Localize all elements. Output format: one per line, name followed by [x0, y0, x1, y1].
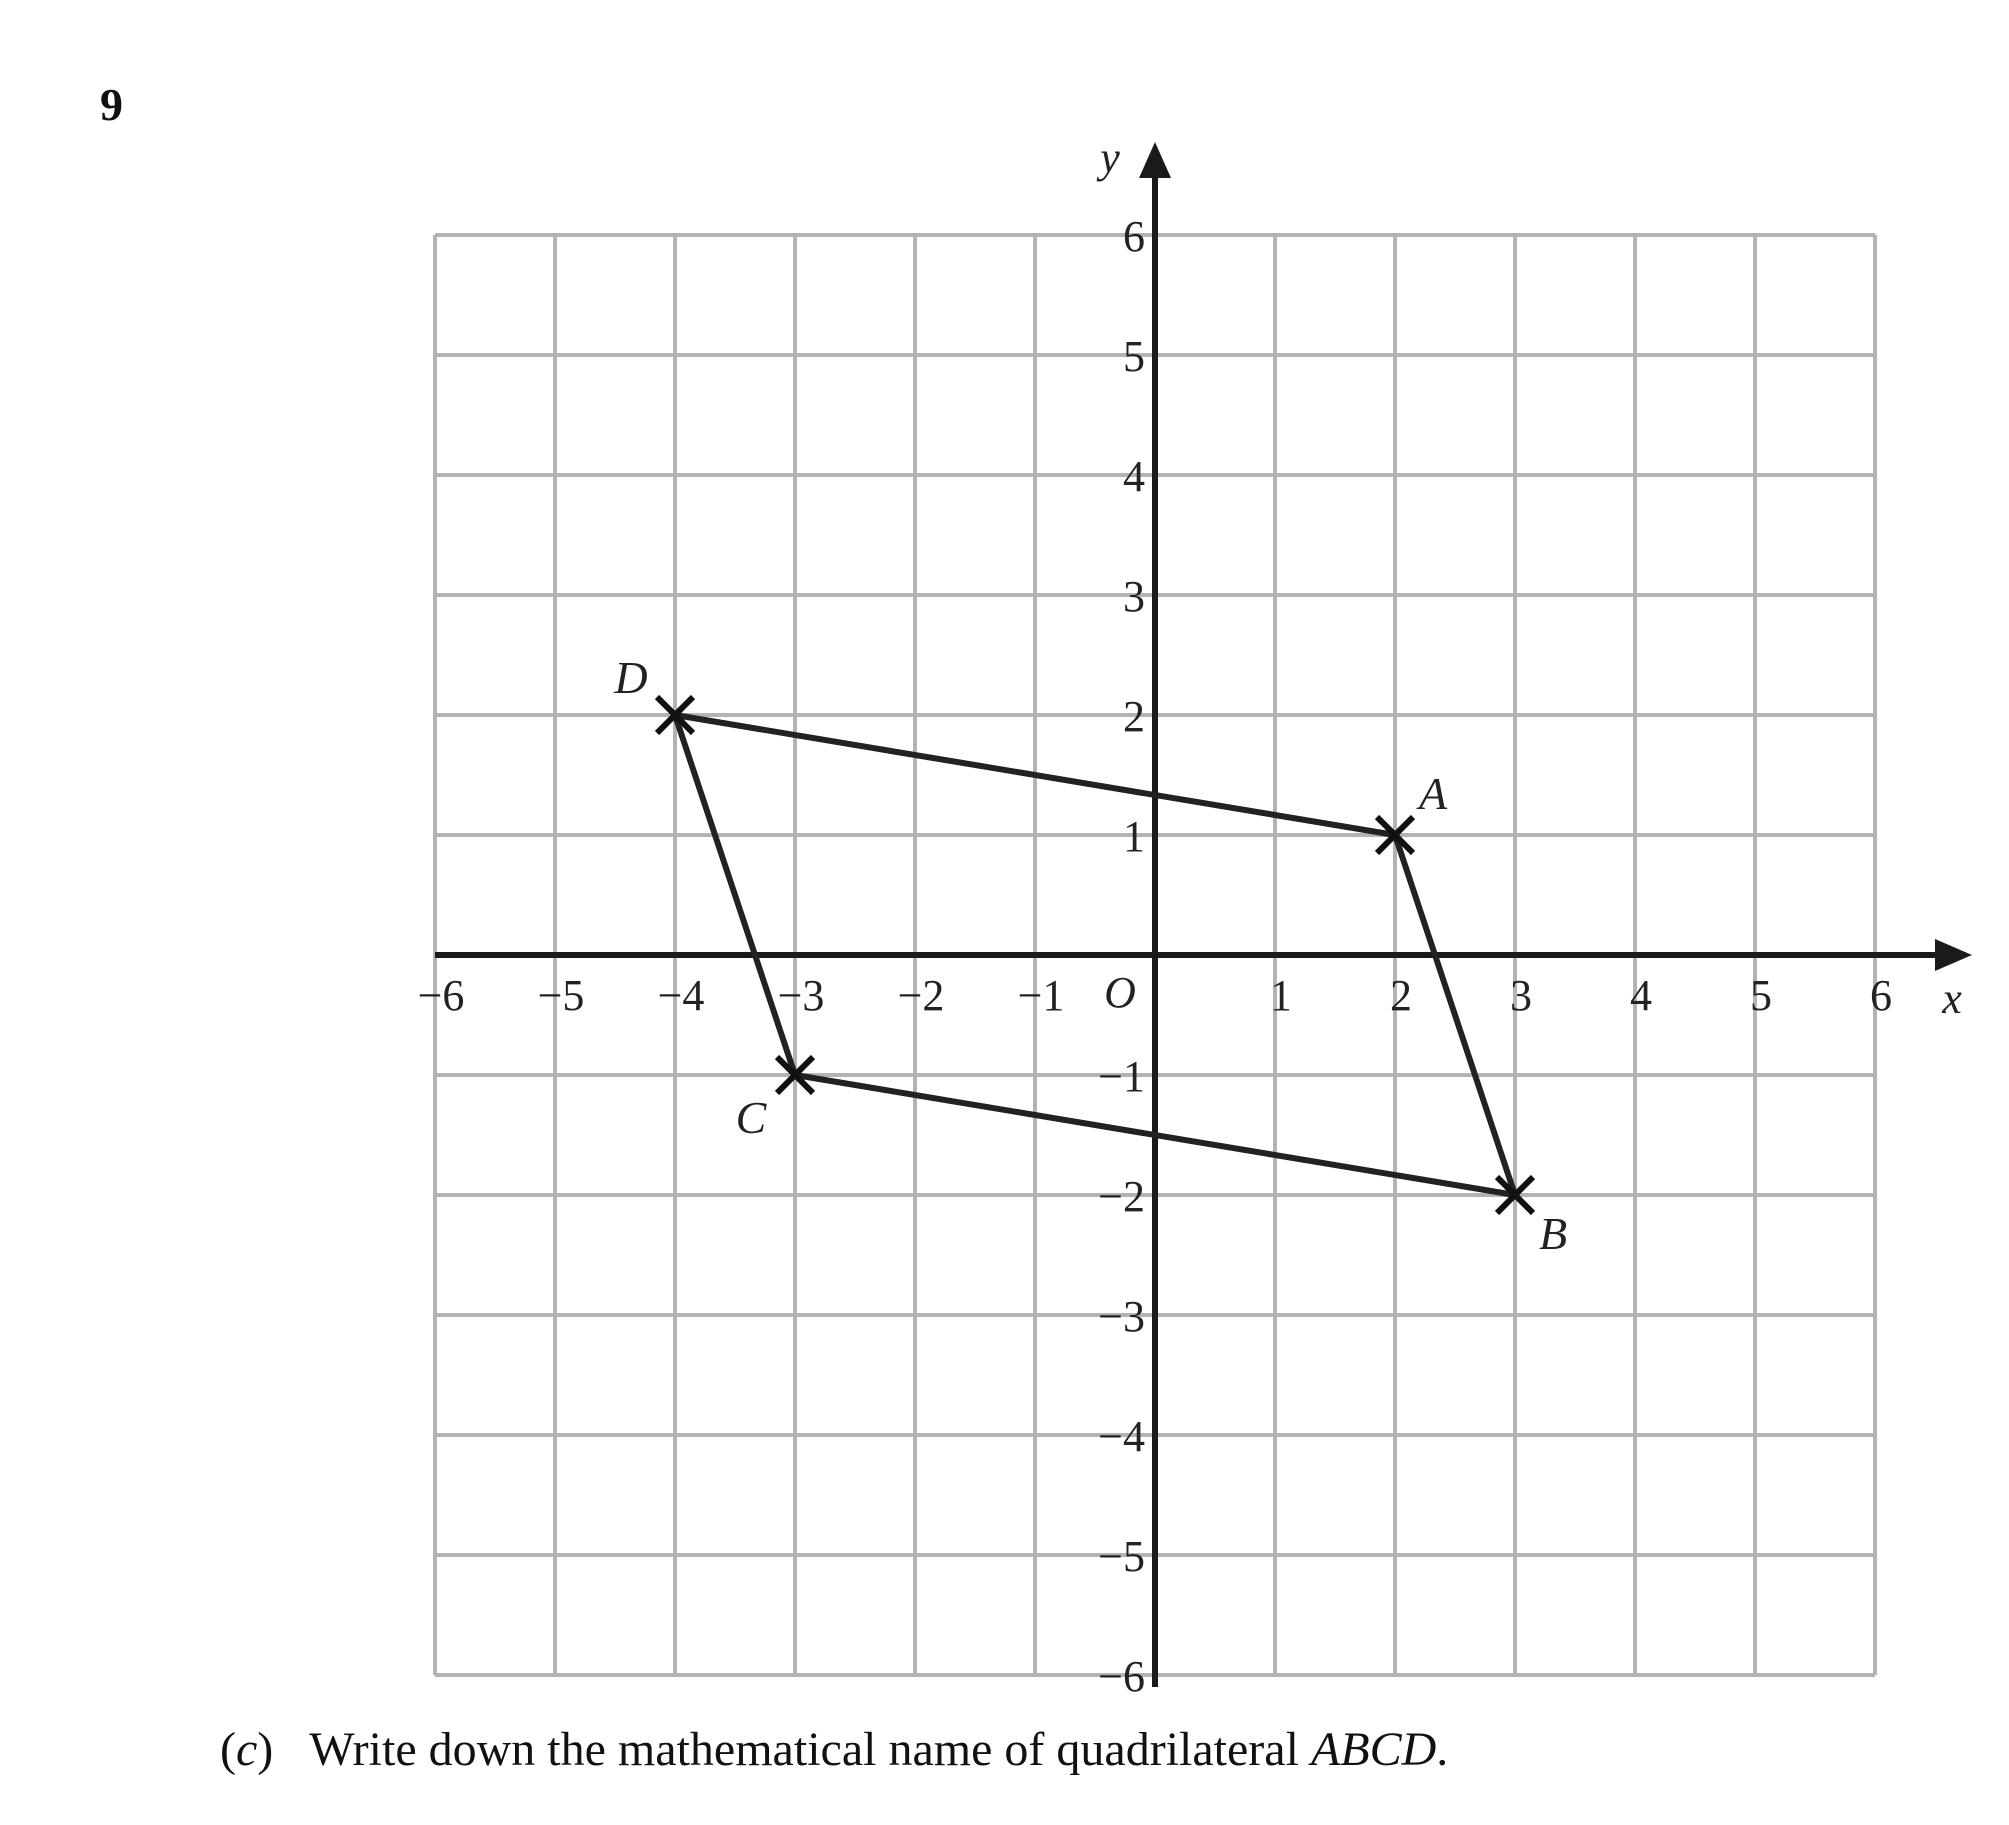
x-tick-label: 5	[1750, 971, 1772, 1020]
origin-label: O	[1104, 968, 1136, 1017]
y-tick-label: −1	[1098, 1052, 1145, 1101]
x-tick-label: 2	[1390, 971, 1412, 1020]
part-open: (	[220, 1723, 236, 1776]
tick-labels	[418, 133, 1963, 1701]
x-tick-label: 4	[1630, 971, 1652, 1020]
vertex-d-label: D	[614, 652, 648, 703]
y-tick-label: 1	[1123, 812, 1145, 861]
y-tick-label: 2	[1123, 692, 1145, 741]
y-tick-label: −3	[1098, 1292, 1145, 1341]
x-tick-label: −5	[537, 971, 585, 1020]
x-tick-label: 6	[1870, 971, 1892, 1020]
y-tick-label: −4	[1098, 1412, 1145, 1461]
x-tick-label: −4	[657, 971, 705, 1020]
vertex-b-label: B	[1538, 1208, 1568, 1259]
x-tick-label: 3	[1510, 971, 1532, 1020]
shape-name: ABCD	[1310, 1723, 1437, 1776]
y-tick-label: 5	[1123, 332, 1145, 381]
question-body: Write down the mathematical name of quadrilateral	[309, 1723, 1299, 1776]
axes	[435, 142, 1972, 1687]
part-close: )	[257, 1723, 274, 1776]
vertex-a-label: A	[1418, 768, 1448, 819]
end-punct: .	[1436, 1723, 1449, 1776]
vertex-c-label: C	[735, 1092, 767, 1143]
y-tick-label: 6	[1123, 212, 1145, 261]
y-axis-arrow	[1139, 142, 1171, 178]
y-tick-label: 3	[1123, 572, 1145, 621]
x-tick-label: −6	[417, 971, 465, 1020]
y-tick-label: −5	[1098, 1532, 1145, 1581]
x-axis-label: x	[1942, 974, 1962, 1023]
x-tick-label: −3	[777, 971, 825, 1020]
x-axis-arrow	[1935, 939, 1972, 971]
question-text	[220, 1722, 1448, 1777]
y-axis-label: y	[1100, 133, 1120, 182]
y-tick-label: −2	[1098, 1172, 1145, 1221]
x-tick-label: −2	[897, 971, 945, 1020]
question-number: 9	[100, 79, 123, 130]
x-tick-label: 1	[1270, 971, 1292, 1020]
part-label: c	[235, 1723, 258, 1776]
y-tick-label: −6	[1098, 1652, 1145, 1701]
y-tick-label: 4	[1123, 452, 1145, 501]
x-tick-label: −1	[1017, 971, 1065, 1020]
